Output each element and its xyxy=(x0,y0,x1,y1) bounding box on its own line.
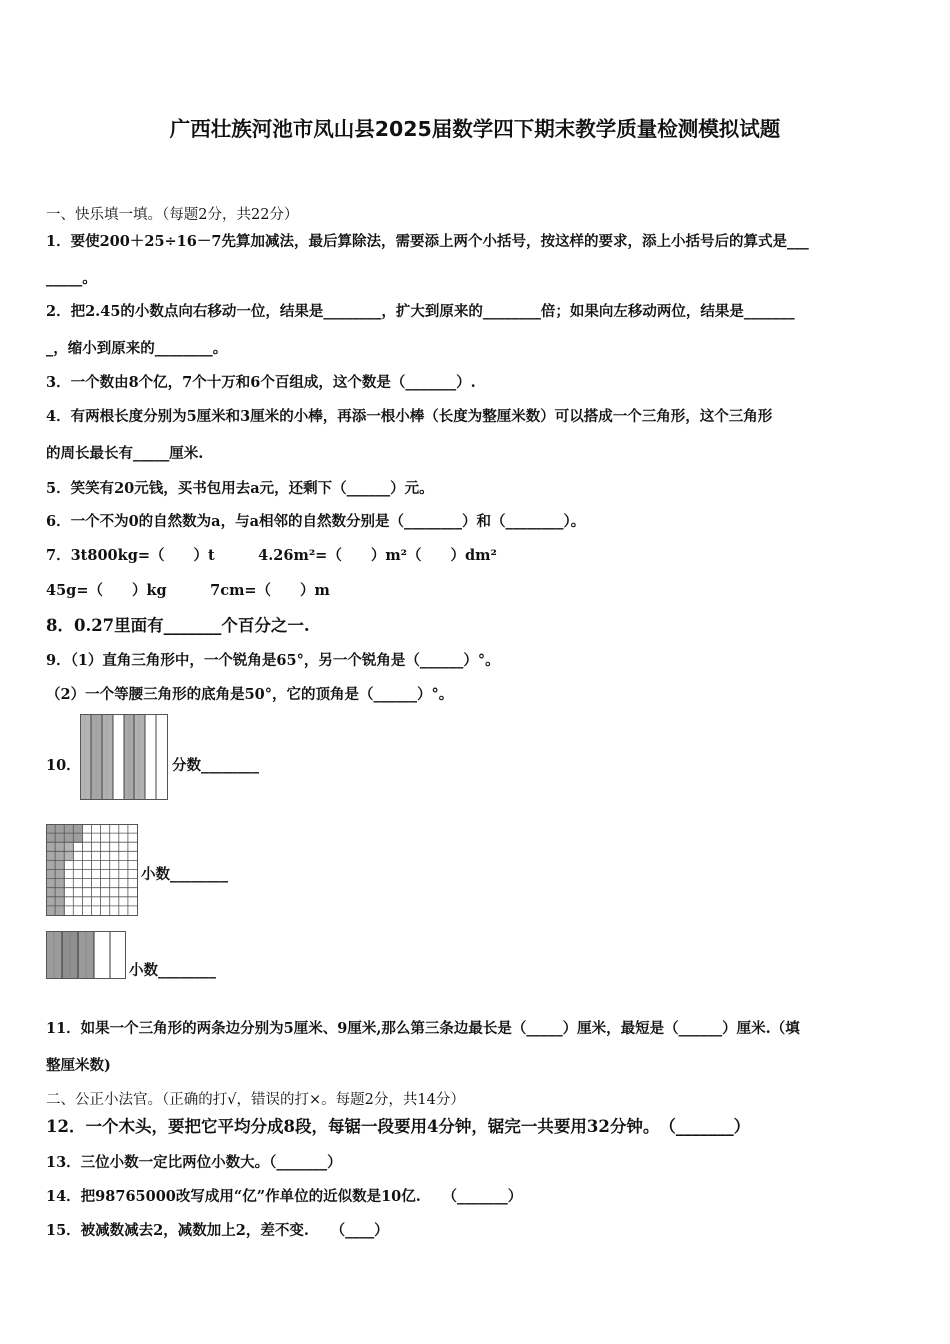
question-7-line-1: 7．3t800kg=（ ）t 4.26m²=（ ）m²（ ）dm² xyxy=(46,547,497,564)
question-7-line-2: 45g=（ ）kg 7cm=（ ）m xyxy=(46,582,330,599)
question-2-line-1: 2．把2.45的小数点向右移动一位，结果是________，扩大到原来的________倍；如果向左移动两位，结果是_______ xyxy=(46,303,795,320)
question-10-number: 10． xyxy=(46,757,81,774)
question-10-decimal-label-1: 小数________ xyxy=(141,866,228,883)
page-title: 广西壮族河池市凤山县2025届数学四下期末教学质量检测模拟试题 xyxy=(169,117,781,141)
question-6: 6．一个不为0的自然数为a，与a相邻的自然数分别是（________）和（________）。 xyxy=(46,513,586,530)
question-4-line-1: 4．有两根长度分别为5厘米和3厘米的小棒，再添一根小棒（长度为整厘米数）可以搭成一个三角形，这个三角形 xyxy=(46,408,773,425)
decimal-strip-figure xyxy=(46,931,126,979)
hundred-grid-figure xyxy=(46,824,138,916)
question-11-line-2: 整厘米数) xyxy=(46,1057,111,1074)
question-13: 13．三位小数一定比两位小数大。（_______） xyxy=(46,1154,342,1171)
question-14: 14．把98765000改写成用“亿”作单位的近似数是10亿. （_______） xyxy=(46,1188,523,1205)
question-10-fraction-label: 分数________ xyxy=(172,757,259,774)
question-8: 8．0.27里面有_______个百分之一. xyxy=(46,616,310,635)
question-3: 3．一个数由8个亿，7个十万和6个百组成，这个数是（_______）. xyxy=(46,374,476,391)
question-12: 12．一个木头，要把它平均分成8段，每锯一段要用4分钟，锯完一共要用32分钟。 （_______） xyxy=(46,1117,751,1136)
question-4-line-2: 的周长最长有_____厘米. xyxy=(46,445,204,462)
question-9-part-1: 9．（1）直角三角形中，一个锐角是65°，另一个锐角是（______）°。 xyxy=(46,652,500,669)
section-1-heading: 一、快乐填一填。（每题2分，共22分） xyxy=(46,207,299,223)
question-9-part-2: （2）一个等腰三角形的底角是50°，它的顶角是（______）°。 xyxy=(46,686,454,703)
fraction-strip-figure xyxy=(80,714,168,800)
question-5: 5．笑笑有20元钱，买书包用去a元，还剩下（______）元。 xyxy=(46,480,434,497)
question-1-line-1: 1．要使200＋25÷16－7先算加减法，最后算除法，需要添上两个小括号，按这样的要求，添上小括号后的算式是___ xyxy=(46,233,809,250)
question-11-line-1: 11．如果一个三角形的两条边分别为5厘米、9厘米,那么第三条边最长是（_____）厘米，最短是（______）厘米.（填 xyxy=(46,1020,800,1037)
question-2-line-2: _，缩小到原来的________。 xyxy=(46,340,228,357)
question-15: 15．被减数减去2，减数加上2，差不变. （____） xyxy=(46,1222,389,1239)
question-1-line-2: _____。 xyxy=(46,270,97,287)
question-10-decimal-label-2: 小数________ xyxy=(129,962,216,979)
section-2-heading: 二、公正小法官。（正确的打√，错误的打×。每题2分，共14分） xyxy=(46,1092,465,1108)
